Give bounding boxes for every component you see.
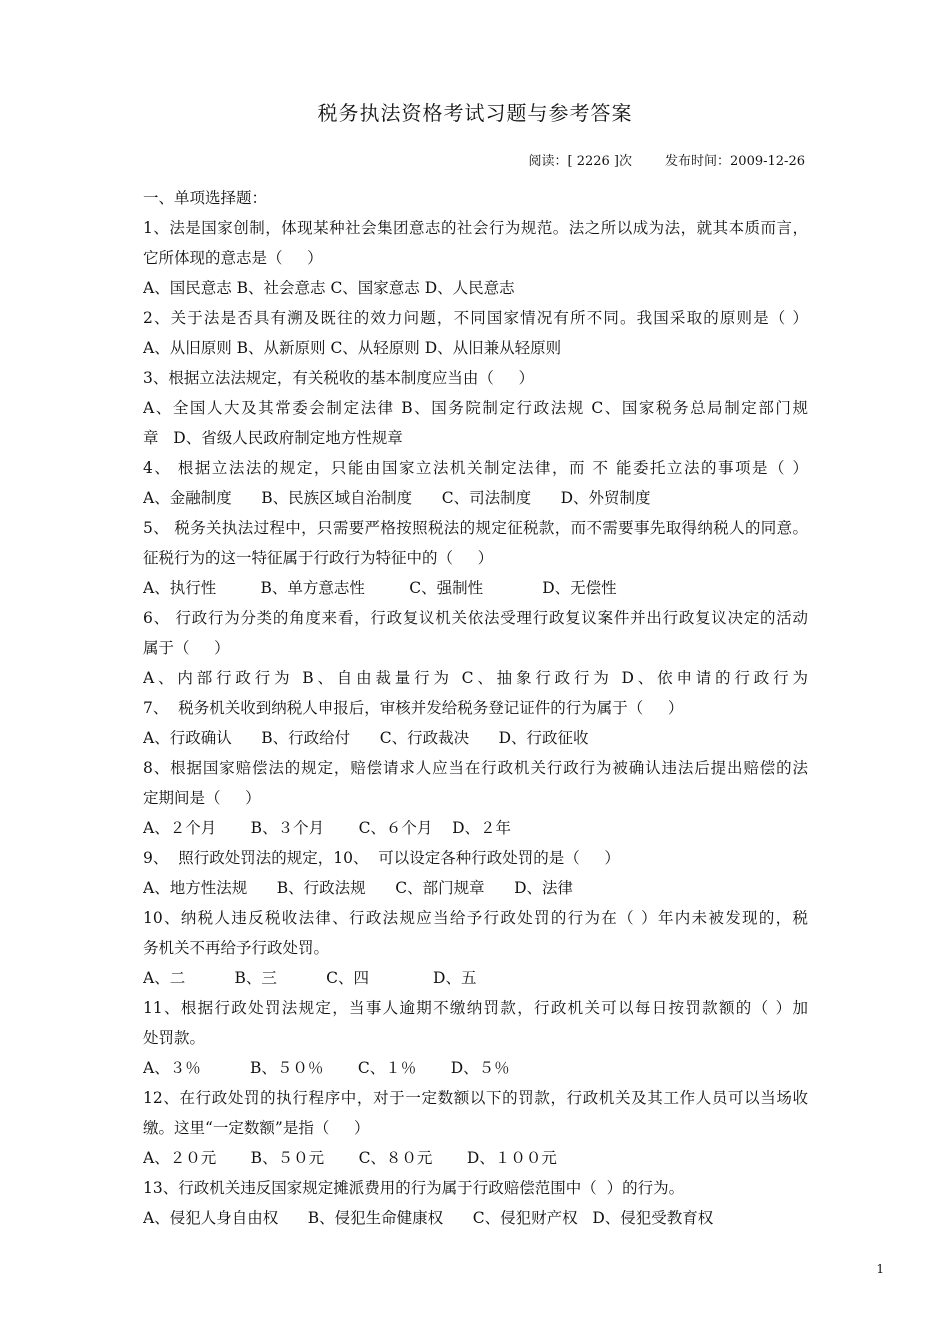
question-4: 4、 根据立法法的规定，只能由国家立法机关制定法律，而 不 能委托立法的事项是（ ） [143, 459, 808, 477]
question-6-line-2: 属于（ ） [143, 639, 230, 657]
question-4-options: A、金融制度 B、民族区域自治制度 C、司法制度 D、外贸制度 [143, 489, 651, 507]
question-9-options: A、地方性法规 B、行政法规 C、部门规章 D、法律 [143, 879, 574, 897]
question-8-options: A、２个月 B、３个月 C、６个月 D、２年 [143, 819, 512, 837]
question-5-line-2: 征税行为的这一特征属于行政行为特征中的（ ） [143, 549, 494, 567]
question-10-options: A、二 B、三 C、四 D、五 [143, 969, 477, 987]
question-1-line-2: 它所体现的意志是（ ） [143, 249, 323, 267]
question-9: 9、 照行政处罚法的规定，10、 可以设定各种行政处罚的是（ ） [143, 849, 620, 867]
question-1-options: A、国民意志 B、社会意志 C、国家意志 D、人民意志 [143, 279, 515, 297]
question-6-line-1: 6、 行政行为分类的角度来看，行政复议机关依法受理行政复议案件并出行政复议决定的活动 [143, 609, 808, 627]
question-13-options: A、侵犯人身自由权 B、侵犯生命健康权 C、侵犯财产权 D、侵犯受教育权 [143, 1209, 714, 1227]
question-11-line-1: 11、根据行政处罚法规定，当事人逾期不缴纳罚款，行政机关可以每日按罚款额的（ ）加 [143, 999, 808, 1017]
question-content [143, 183, 808, 1233]
question-12-options: A、２０元 B、５０元 C、８０元 D、１００元 [143, 1149, 557, 1167]
question-10-line-2: 务机关不再给予行政处罚。 [143, 939, 330, 957]
question-5-line-1: 5、 税务关执法过程中，只需要严格按照税法的规定征税款，而不需要事先取得纳税人的同意。 [143, 519, 808, 537]
section-heading: 一、单项选择题： [143, 189, 268, 207]
question-7-options: A、行政确认 B、行政给付 C、行政裁决 D、行政征收 [143, 729, 589, 747]
question-8-line-2: 定期间是（ ） [143, 789, 261, 807]
question-6-options: A、内部行政行为 B、自由裁量行为 C、抽象行政行为 D、依申请的行政行为 [143, 669, 808, 687]
question-10-line-1: 10、纳税人违反税收法律、行政法规应当给予行政处罚的行为在（ ）年内未被发现的，税 [143, 909, 808, 927]
page-number: 1 [876, 1262, 884, 1276]
question-12-line-1: 12、在行政处罚的执行程序中，对于一定数额以下的罚款，行政机关及其工作人员可以当场收 [143, 1089, 808, 1107]
question-3-options-line-2: 章 D、省级人民政府制定地方性规章 [143, 429, 403, 447]
question-1-line-1: 1、法是国家创制，体现某种社会集团意志的社会行为规范。法之所以成为法，就其本质而言， [143, 219, 808, 237]
question-8-line-1: 8、根据国家赔偿法的规定，赔偿请求人应当在行政机关行政行为被确认违法后提出赔偿的法 [143, 759, 808, 777]
question-13: 13、行政机关违反国家规定摊派费用的行为属于行政赔偿范围中（ ）的行为。 [143, 1179, 685, 1197]
read-count-and-date: 阅读：[ 2226 ]次 发布时间：2009-12-26 [528, 154, 805, 169]
document-title: 税务执法资格考试习题与参考答案 [317, 101, 633, 125]
question-3-options-line-1: A、全国人大及其常委会制定法律 B、国务院制定行政法规 C、国家税务总局制定部门规 [143, 399, 808, 417]
question-2: 2、关于法是否具有溯及既往的效力问题，不同国家情况有所不同。我国采取的原则是（ ） [143, 309, 808, 327]
question-7: 7、 税务机关收到纳税人申报后，审核并发给税务登记证件的行为属于（ ） [143, 699, 684, 717]
question-2-options: A、从旧原则 B、从新原则 C、从轻原则 D、从旧兼从轻原则 [143, 339, 562, 357]
question-12-line-2: 缴。这里“一定数额”是指（ ） [143, 1119, 370, 1137]
question-3: 3、根据立法法规定，有关税收的基本制度应当由（ ） [143, 369, 534, 387]
question-11-line-2: 处罚款。 [143, 1029, 206, 1047]
question-11-options: A、３％ B、５０％ C、１％ D、５％ [143, 1059, 510, 1077]
question-5-options: A、执行性 B、单方意志性 C、强制性 D、无偿性 [143, 579, 617, 597]
